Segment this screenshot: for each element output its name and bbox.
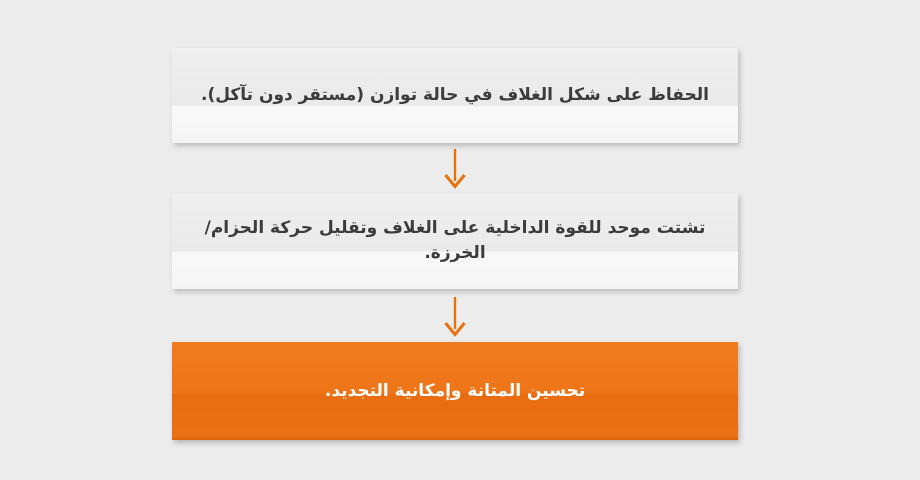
flow-step-2: [172, 193, 738, 289]
flow-step-1-label: الحفاظ على شكل الغلاف في حالة توازن (مستقر دون تآكل).: [200, 85, 710, 106]
connector-1: [442, 143, 468, 193]
flow-step-3-label: تحسين المتانة وإمكانية التجديد.: [324, 380, 586, 401]
connector-2: [442, 289, 468, 342]
down-arrow-icon: [442, 295, 468, 337]
down-arrow-icon: [442, 147, 468, 189]
process-flowchart: [172, 48, 738, 440]
flow-step-2-label: تشتت موحد للقوة الداخلية على الغلاف وتقليل حركة الحزام/الخرزة.: [204, 218, 706, 263]
flow-step-3-result: [172, 342, 738, 440]
flow-step-1: [172, 48, 738, 143]
